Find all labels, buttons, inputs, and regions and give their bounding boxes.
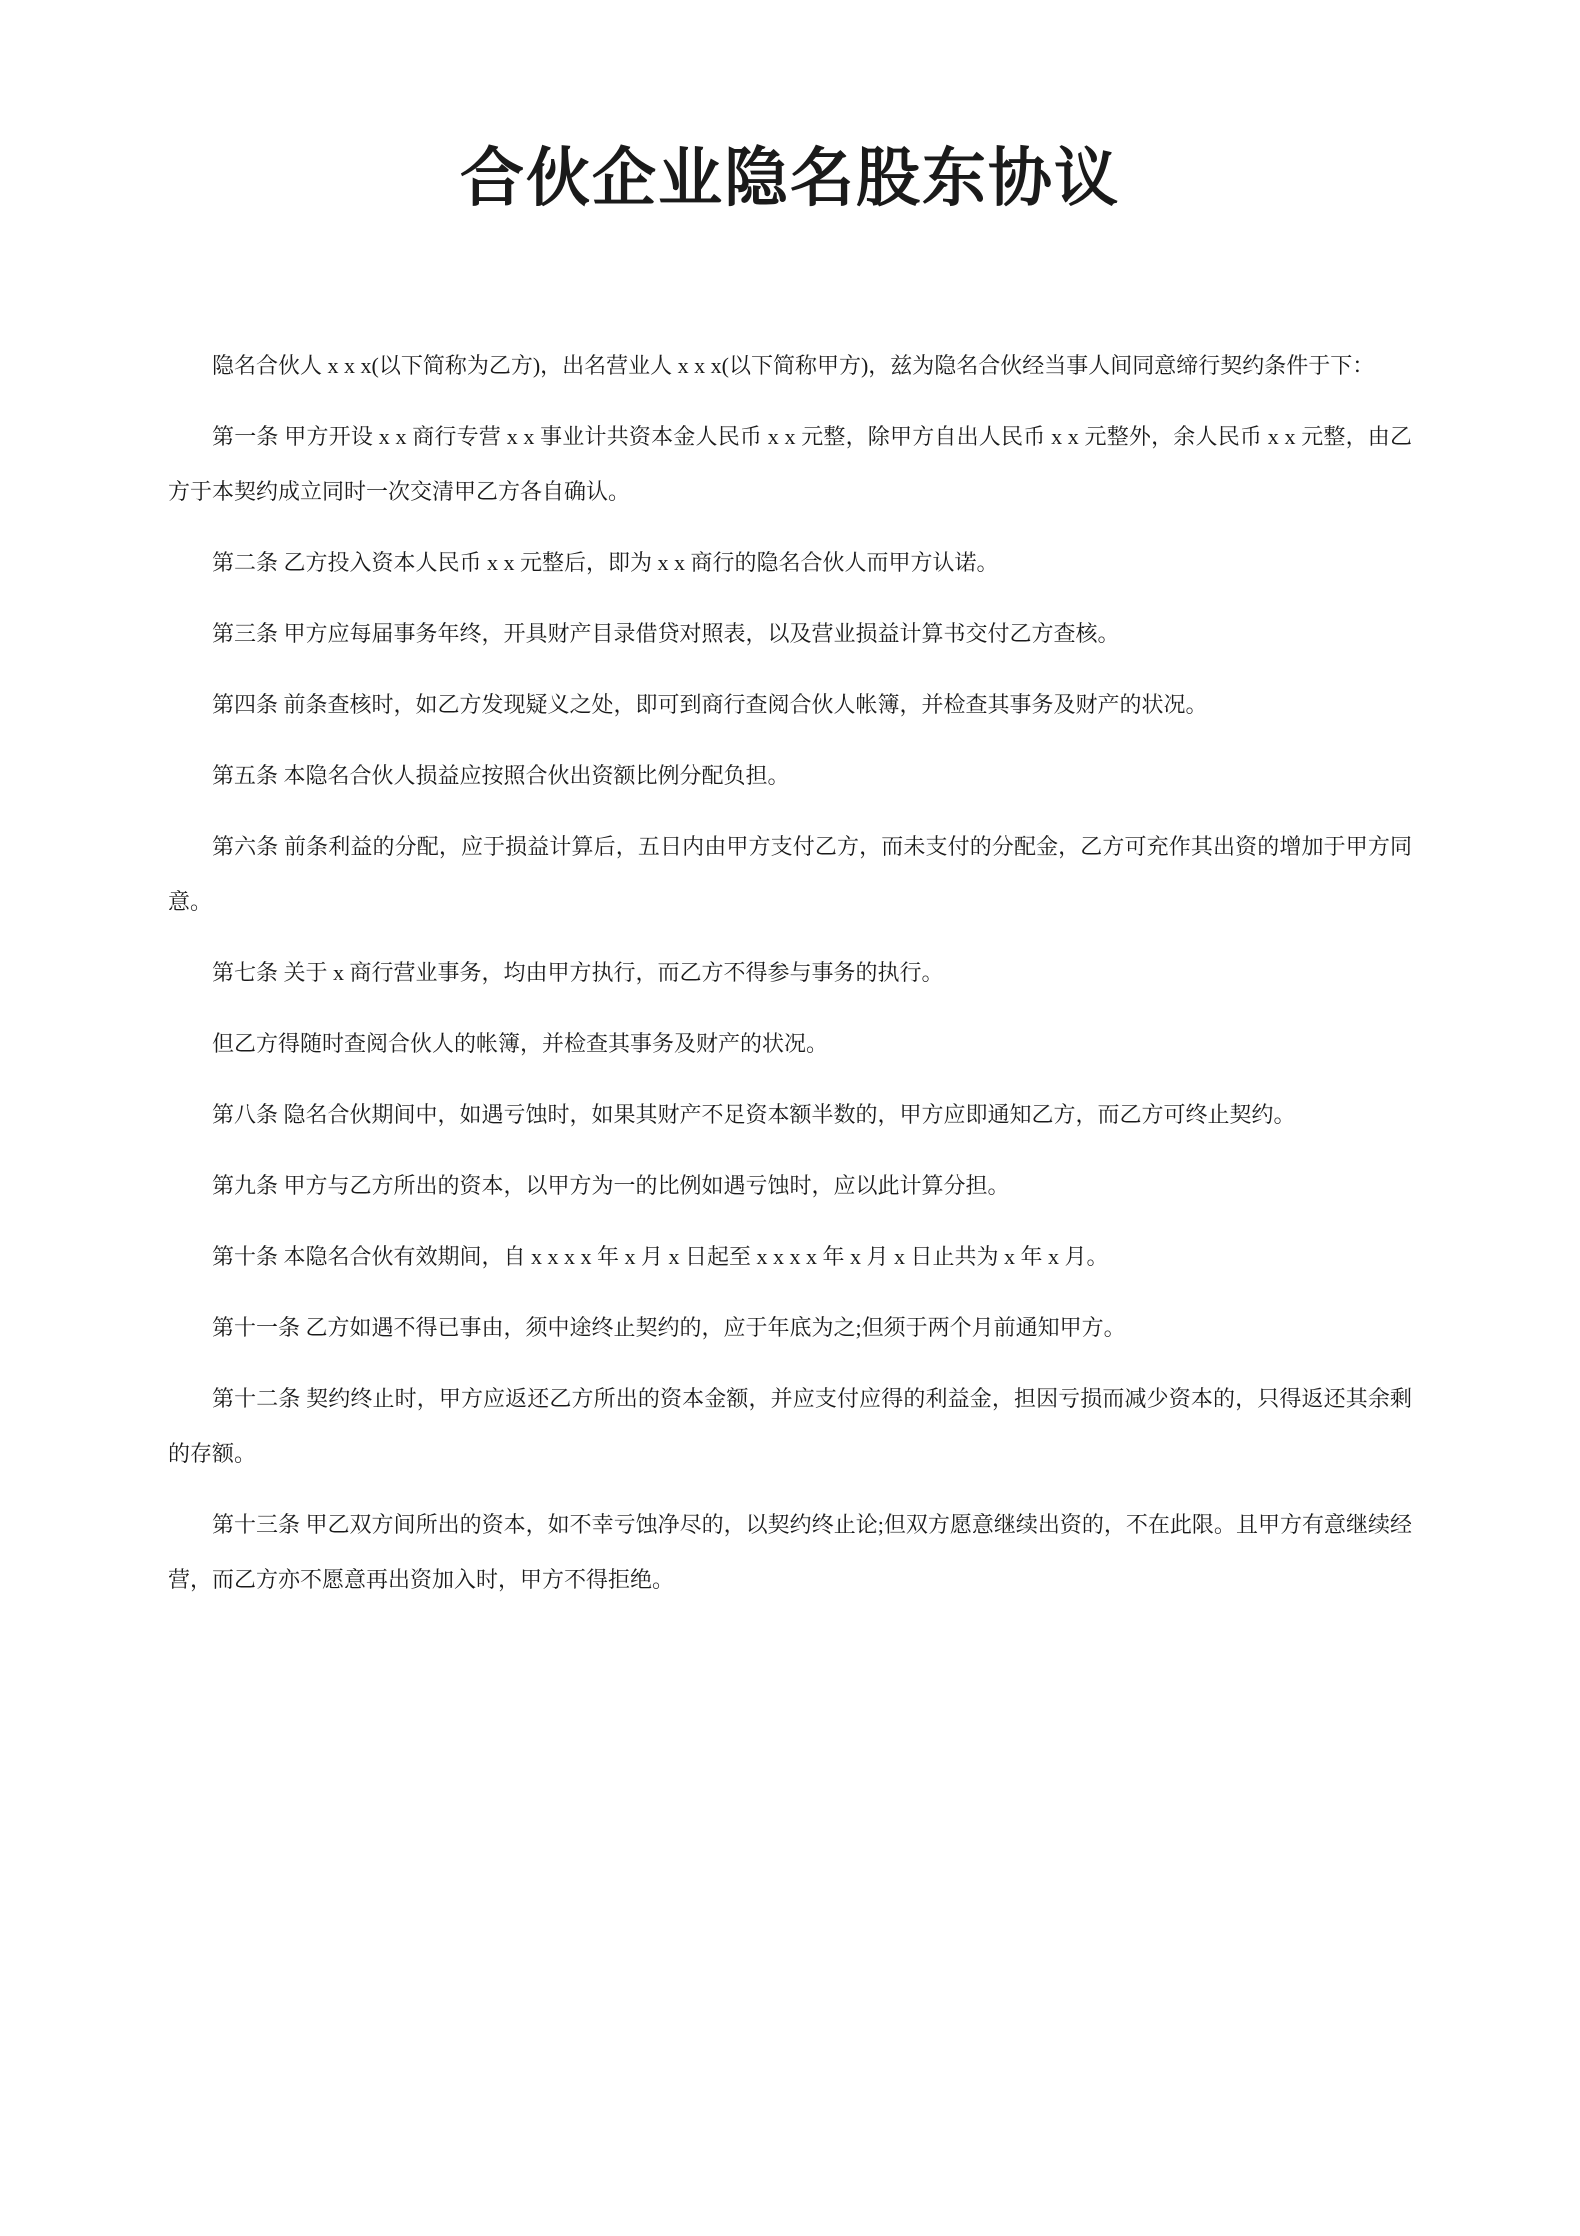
document-title: 合伙企业隐名股东协议: [460, 143, 1120, 214]
clause-9: 第九条 甲方与乙方所出的资本，以甲方为一的比例如遇亏蚀时，应以此计算分担。: [212, 1173, 1010, 1198]
clause-13: 第十三条 甲乙双方间所出的资本，如不幸亏蚀净尽的，以契约终止论;但双方愿意继续出资的，不在此限。且甲方有意继续经营，而乙方亦不愿意再出资加入时，甲方不得拒绝。: [168, 1512, 1412, 1592]
clause-4: 第四条 前条查核时，如乙方发现疑义之处，即可到商行查阅合伙人帐簿，并检查其事务及财产的状况。: [212, 692, 1208, 717]
clause-1: 第一条 甲方开设 x x 商行专营 x x 事业计共资本金人民币 x x 元整，除甲方自出人民币 x x 元整外，余人民币 x x 元整，由乙方于本契约成立同时一次交清甲乙方各自确认。: [168, 424, 1412, 504]
clause-5: 第五条 本隐名合伙人损益应按照合伙出资额比例分配负担。: [212, 763, 790, 788]
clause-2: 第二条 乙方投入资本人民币 x x 元整后，即为 x x 商行的隐名合伙人而甲方认诺。: [212, 550, 999, 575]
clause-6: 第六条 前条利益的分配，应于损益计算后，五日内由甲方支付乙方，而未支付的分配金，乙方可充作其出资的增加于甲方同意。: [168, 834, 1412, 914]
clause-7-supplement: 但乙方得随时查阅合伙人的帐簿，并检查其事务及财产的状况。: [212, 1031, 829, 1056]
clause-12: 第十二条 契约终止时，甲方应返还乙方所出的资本金额，并应支付应得的利益金，担因亏损而减少资本的，只得返还其余剩的存额。: [168, 1386, 1412, 1466]
clause-3: 第三条 甲方应每届事务年终，开具财产目录借贷对照表，以及营业损益计算书交付乙方查核。: [212, 621, 1120, 646]
clause-8: 第八条 隐名合伙期间中，如遇亏蚀时，如果其财产不足资本额半数的，甲方应即通知乙方，而乙方可终止契约。: [212, 1102, 1296, 1127]
document-body: [168, 338, 1412, 1607]
intro-paragraph: 隐名合伙人 x x x(以下简称为乙方)，出名营业人 x x x(以下简称甲方)，兹为隐名合伙经当事人间同意缔行契约条件于下：: [212, 353, 1375, 378]
clause-10: 第十条 本隐名合伙有效期间，自 x x x x 年 x 月 x 日起至 x x x x 年 x 月 x 日止共为 x 年 x 月。: [212, 1244, 1109, 1269]
clause-7: 第七条 关于 x 商行营业事务，均由甲方执行，而乙方不得参与事务的执行。: [212, 960, 944, 985]
clause-11: 第十一条 乙方如遇不得已事由，须中途终止契约的，应于年底为之;但须于两个月前通知甲方。: [212, 1315, 1126, 1340]
